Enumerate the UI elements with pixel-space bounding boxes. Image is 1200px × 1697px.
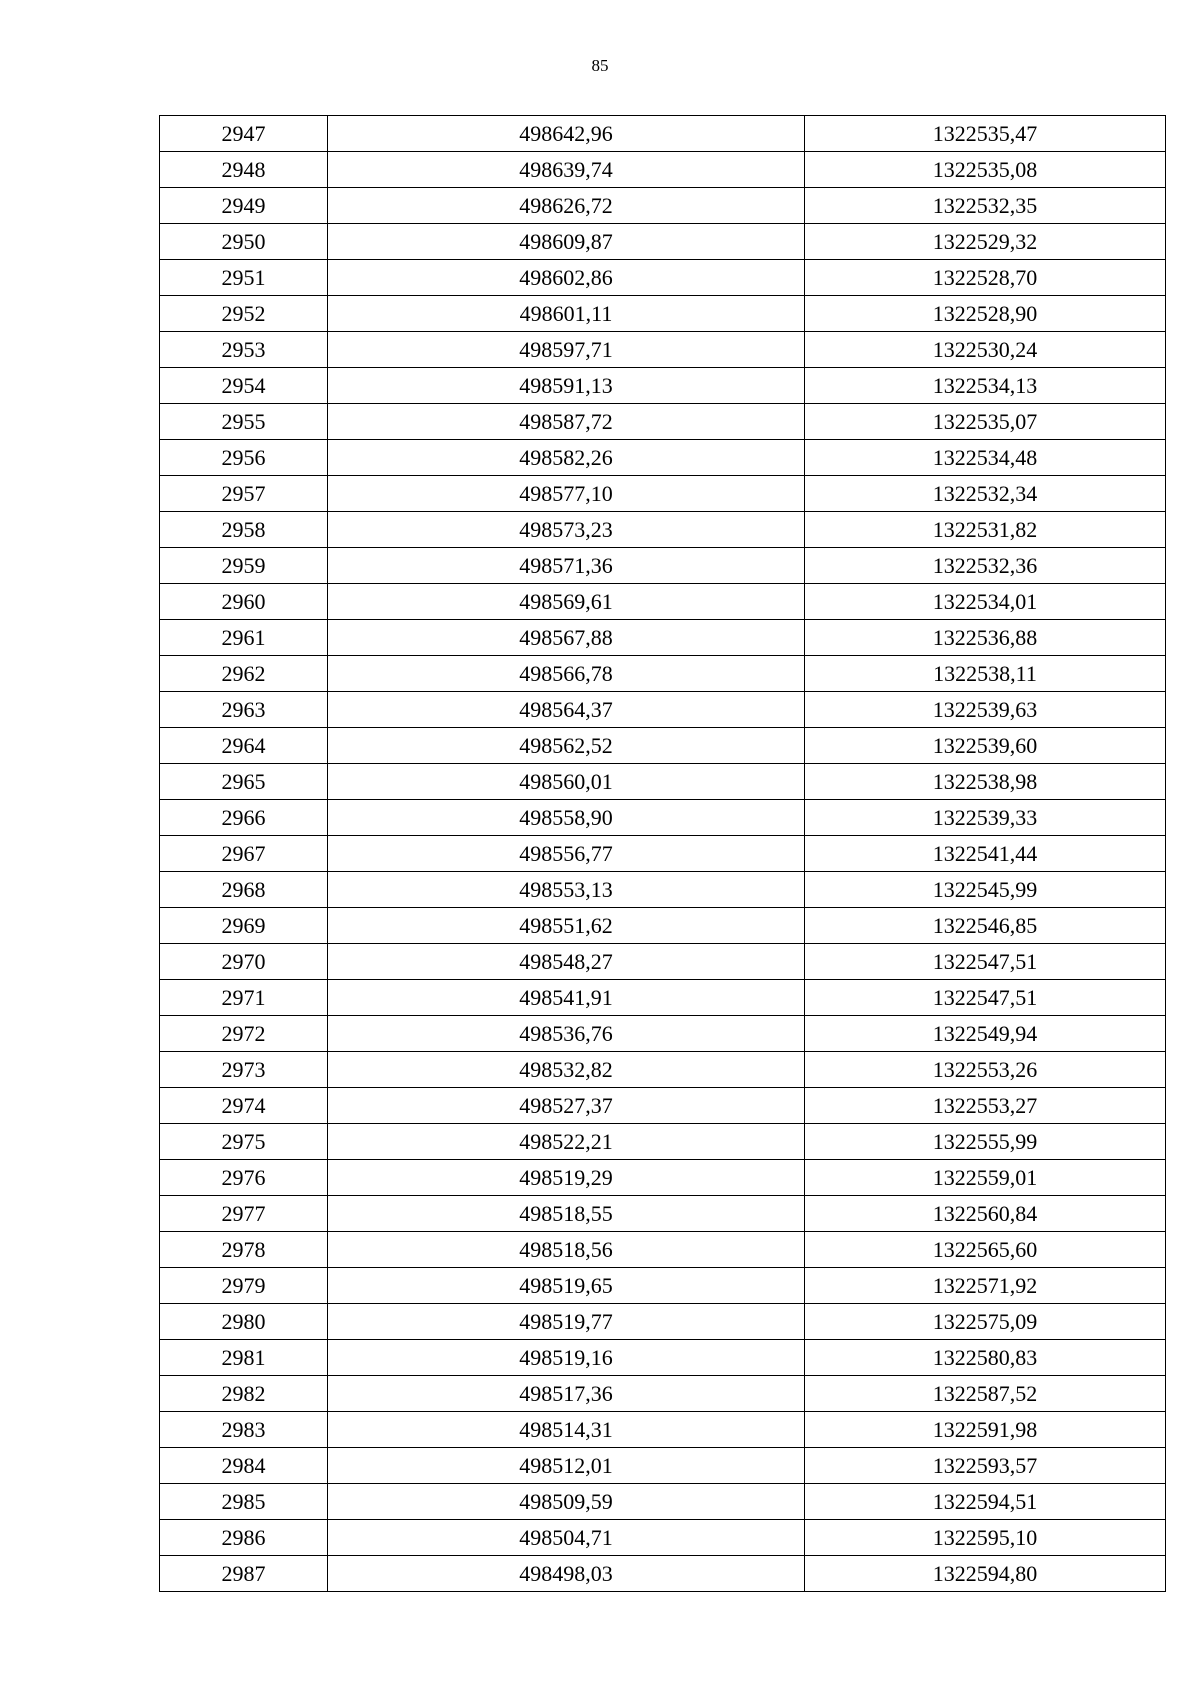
y-coordinate-cell: 1322571,92 — [805, 1268, 1166, 1304]
x-coordinate-cell: 498551,62 — [328, 908, 805, 944]
x-coordinate-cell: 498562,52 — [328, 728, 805, 764]
x-coordinate-cell: 498504,71 — [328, 1520, 805, 1556]
table-row — [160, 728, 1166, 764]
y-coordinate-cell: 1322553,26 — [805, 1052, 1166, 1088]
x-coordinate-cell: 498582,26 — [328, 440, 805, 476]
y-coordinate-cell: 1322535,07 — [805, 404, 1166, 440]
table-row — [160, 1016, 1166, 1052]
table-row — [160, 980, 1166, 1016]
point-number-cell: 2958 — [160, 512, 328, 548]
y-coordinate-cell: 1322547,51 — [805, 980, 1166, 1016]
point-number-cell: 2963 — [160, 692, 328, 728]
table-row — [160, 1556, 1166, 1592]
x-coordinate-cell: 498518,56 — [328, 1232, 805, 1268]
x-coordinate-cell: 498519,65 — [328, 1268, 805, 1304]
table-row — [160, 368, 1166, 404]
y-coordinate-cell: 1322539,63 — [805, 692, 1166, 728]
y-coordinate-cell: 1322538,11 — [805, 656, 1166, 692]
table-row — [160, 944, 1166, 980]
x-coordinate-cell: 498532,82 — [328, 1052, 805, 1088]
point-number-cell: 2966 — [160, 800, 328, 836]
point-number-cell: 2965 — [160, 764, 328, 800]
x-coordinate-cell: 498642,96 — [328, 116, 805, 152]
x-coordinate-cell: 498571,36 — [328, 548, 805, 584]
x-coordinate-cell: 498548,27 — [328, 944, 805, 980]
point-number-cell: 2967 — [160, 836, 328, 872]
point-number-cell: 2959 — [160, 548, 328, 584]
table-row — [160, 1232, 1166, 1268]
x-coordinate-cell: 498639,74 — [328, 152, 805, 188]
y-coordinate-cell: 1322531,82 — [805, 512, 1166, 548]
table-row — [160, 1340, 1166, 1376]
table-row — [160, 692, 1166, 728]
point-number-cell: 2980 — [160, 1304, 328, 1340]
point-number-cell: 2952 — [160, 296, 328, 332]
x-coordinate-cell: 498514,31 — [328, 1412, 805, 1448]
table-row — [160, 1124, 1166, 1160]
point-number-cell: 2979 — [160, 1268, 328, 1304]
x-coordinate-cell: 498566,78 — [328, 656, 805, 692]
table-row — [160, 476, 1166, 512]
point-number-cell: 2974 — [160, 1088, 328, 1124]
y-coordinate-cell: 1322539,60 — [805, 728, 1166, 764]
point-number-cell: 2977 — [160, 1196, 328, 1232]
y-coordinate-cell: 1322535,47 — [805, 116, 1166, 152]
x-coordinate-cell: 498527,37 — [328, 1088, 805, 1124]
point-number-cell: 2971 — [160, 980, 328, 1016]
y-coordinate-cell: 1322532,34 — [805, 476, 1166, 512]
point-number-cell: 2970 — [160, 944, 328, 980]
table-row — [160, 584, 1166, 620]
y-coordinate-cell: 1322555,99 — [805, 1124, 1166, 1160]
x-coordinate-cell: 498567,88 — [328, 620, 805, 656]
table-row — [160, 260, 1166, 296]
point-number-cell: 2978 — [160, 1232, 328, 1268]
point-number-cell: 2955 — [160, 404, 328, 440]
x-coordinate-cell: 498509,59 — [328, 1484, 805, 1520]
coordinates-table — [159, 115, 1166, 1592]
y-coordinate-cell: 1322539,33 — [805, 800, 1166, 836]
y-coordinate-cell: 1322594,80 — [805, 1556, 1166, 1592]
y-coordinate-cell: 1322549,94 — [805, 1016, 1166, 1052]
x-coordinate-cell: 498573,23 — [328, 512, 805, 548]
table-row — [160, 908, 1166, 944]
point-number-cell: 2947 — [160, 116, 328, 152]
y-coordinate-cell: 1322575,09 — [805, 1304, 1166, 1340]
x-coordinate-cell: 498626,72 — [328, 188, 805, 224]
x-coordinate-cell: 498512,01 — [328, 1448, 805, 1484]
x-coordinate-cell: 498519,16 — [328, 1340, 805, 1376]
table-row — [160, 152, 1166, 188]
x-coordinate-cell: 498560,01 — [328, 764, 805, 800]
table-row — [160, 188, 1166, 224]
point-number-cell: 2985 — [160, 1484, 328, 1520]
y-coordinate-cell: 1322591,98 — [805, 1412, 1166, 1448]
table-row — [160, 1304, 1166, 1340]
point-number-cell: 2987 — [160, 1556, 328, 1592]
y-coordinate-cell: 1322565,60 — [805, 1232, 1166, 1268]
y-coordinate-cell: 1322546,85 — [805, 908, 1166, 944]
point-number-cell: 2968 — [160, 872, 328, 908]
table-row — [160, 1052, 1166, 1088]
table-row — [160, 1268, 1166, 1304]
x-coordinate-cell: 498597,71 — [328, 332, 805, 368]
point-number-cell: 2973 — [160, 1052, 328, 1088]
y-coordinate-cell: 1322593,57 — [805, 1448, 1166, 1484]
table-row — [160, 224, 1166, 260]
x-coordinate-cell: 498553,13 — [328, 872, 805, 908]
point-number-cell: 2981 — [160, 1340, 328, 1376]
y-coordinate-cell: 1322538,98 — [805, 764, 1166, 800]
point-number-cell: 2964 — [160, 728, 328, 764]
coordinates-table-body — [160, 116, 1166, 1592]
y-coordinate-cell: 1322541,44 — [805, 836, 1166, 872]
y-coordinate-cell: 1322532,35 — [805, 188, 1166, 224]
table-row — [160, 1160, 1166, 1196]
point-number-cell: 2951 — [160, 260, 328, 296]
point-number-cell: 2962 — [160, 656, 328, 692]
table-row — [160, 1376, 1166, 1412]
point-number-cell: 2969 — [160, 908, 328, 944]
y-coordinate-cell: 1322530,24 — [805, 332, 1166, 368]
table-row — [160, 1196, 1166, 1232]
y-coordinate-cell: 1322587,52 — [805, 1376, 1166, 1412]
point-number-cell: 2976 — [160, 1160, 328, 1196]
point-number-cell: 2972 — [160, 1016, 328, 1052]
y-coordinate-cell: 1322553,27 — [805, 1088, 1166, 1124]
y-coordinate-cell: 1322559,01 — [805, 1160, 1166, 1196]
x-coordinate-cell: 498522,21 — [328, 1124, 805, 1160]
y-coordinate-cell: 1322595,10 — [805, 1520, 1166, 1556]
point-number-cell: 2975 — [160, 1124, 328, 1160]
y-coordinate-cell: 1322536,88 — [805, 620, 1166, 656]
table-row — [160, 836, 1166, 872]
point-number-cell: 2954 — [160, 368, 328, 404]
point-number-cell: 2949 — [160, 188, 328, 224]
point-number-cell: 2986 — [160, 1520, 328, 1556]
x-coordinate-cell: 498591,13 — [328, 368, 805, 404]
y-coordinate-cell: 1322580,83 — [805, 1340, 1166, 1376]
x-coordinate-cell: 498587,72 — [328, 404, 805, 440]
point-number-cell: 2984 — [160, 1448, 328, 1484]
table-row — [160, 548, 1166, 584]
point-number-cell: 2948 — [160, 152, 328, 188]
x-coordinate-cell: 498519,77 — [328, 1304, 805, 1340]
y-coordinate-cell: 1322534,13 — [805, 368, 1166, 404]
table-row — [160, 872, 1166, 908]
point-number-cell: 2957 — [160, 476, 328, 512]
x-coordinate-cell: 498519,29 — [328, 1160, 805, 1196]
table-row — [160, 296, 1166, 332]
x-coordinate-cell: 498541,91 — [328, 980, 805, 1016]
table-row — [160, 440, 1166, 476]
y-coordinate-cell: 1322528,90 — [805, 296, 1166, 332]
table-row — [160, 764, 1166, 800]
y-coordinate-cell: 1322547,51 — [805, 944, 1166, 980]
table-row — [160, 1520, 1166, 1556]
point-number-cell: 2982 — [160, 1376, 328, 1412]
table-row — [160, 1412, 1166, 1448]
table-row — [160, 800, 1166, 836]
table-row — [160, 512, 1166, 548]
y-coordinate-cell: 1322532,36 — [805, 548, 1166, 584]
y-coordinate-cell: 1322534,01 — [805, 584, 1166, 620]
table-row — [160, 1088, 1166, 1124]
page-number: 85 — [591, 56, 609, 75]
y-coordinate-cell: 1322545,99 — [805, 872, 1166, 908]
x-coordinate-cell: 498602,86 — [328, 260, 805, 296]
table-row — [160, 1448, 1166, 1484]
x-coordinate-cell: 498564,37 — [328, 692, 805, 728]
x-coordinate-cell: 498556,77 — [328, 836, 805, 872]
point-number-cell: 2961 — [160, 620, 328, 656]
table-row — [160, 404, 1166, 440]
table-row — [160, 656, 1166, 692]
point-number-cell: 2983 — [160, 1412, 328, 1448]
x-coordinate-cell: 498609,87 — [328, 224, 805, 260]
y-coordinate-cell: 1322529,32 — [805, 224, 1166, 260]
table-row — [160, 1484, 1166, 1520]
point-number-cell: 2953 — [160, 332, 328, 368]
y-coordinate-cell: 1322594,51 — [805, 1484, 1166, 1520]
y-coordinate-cell: 1322534,48 — [805, 440, 1166, 476]
y-coordinate-cell: 1322528,70 — [805, 260, 1166, 296]
table-row — [160, 620, 1166, 656]
y-coordinate-cell: 1322560,84 — [805, 1196, 1166, 1232]
x-coordinate-cell: 498569,61 — [328, 584, 805, 620]
point-number-cell: 2960 — [160, 584, 328, 620]
table-row — [160, 116, 1166, 152]
point-number-cell: 2950 — [160, 224, 328, 260]
y-coordinate-cell: 1322535,08 — [805, 152, 1166, 188]
x-coordinate-cell: 498558,90 — [328, 800, 805, 836]
x-coordinate-cell: 498518,55 — [328, 1196, 805, 1232]
x-coordinate-cell: 498577,10 — [328, 476, 805, 512]
table-row — [160, 332, 1166, 368]
x-coordinate-cell: 498498,03 — [328, 1556, 805, 1592]
point-number-cell: 2956 — [160, 440, 328, 476]
x-coordinate-cell: 498601,11 — [328, 296, 805, 332]
x-coordinate-cell: 498517,36 — [328, 1376, 805, 1412]
x-coordinate-cell: 498536,76 — [328, 1016, 805, 1052]
